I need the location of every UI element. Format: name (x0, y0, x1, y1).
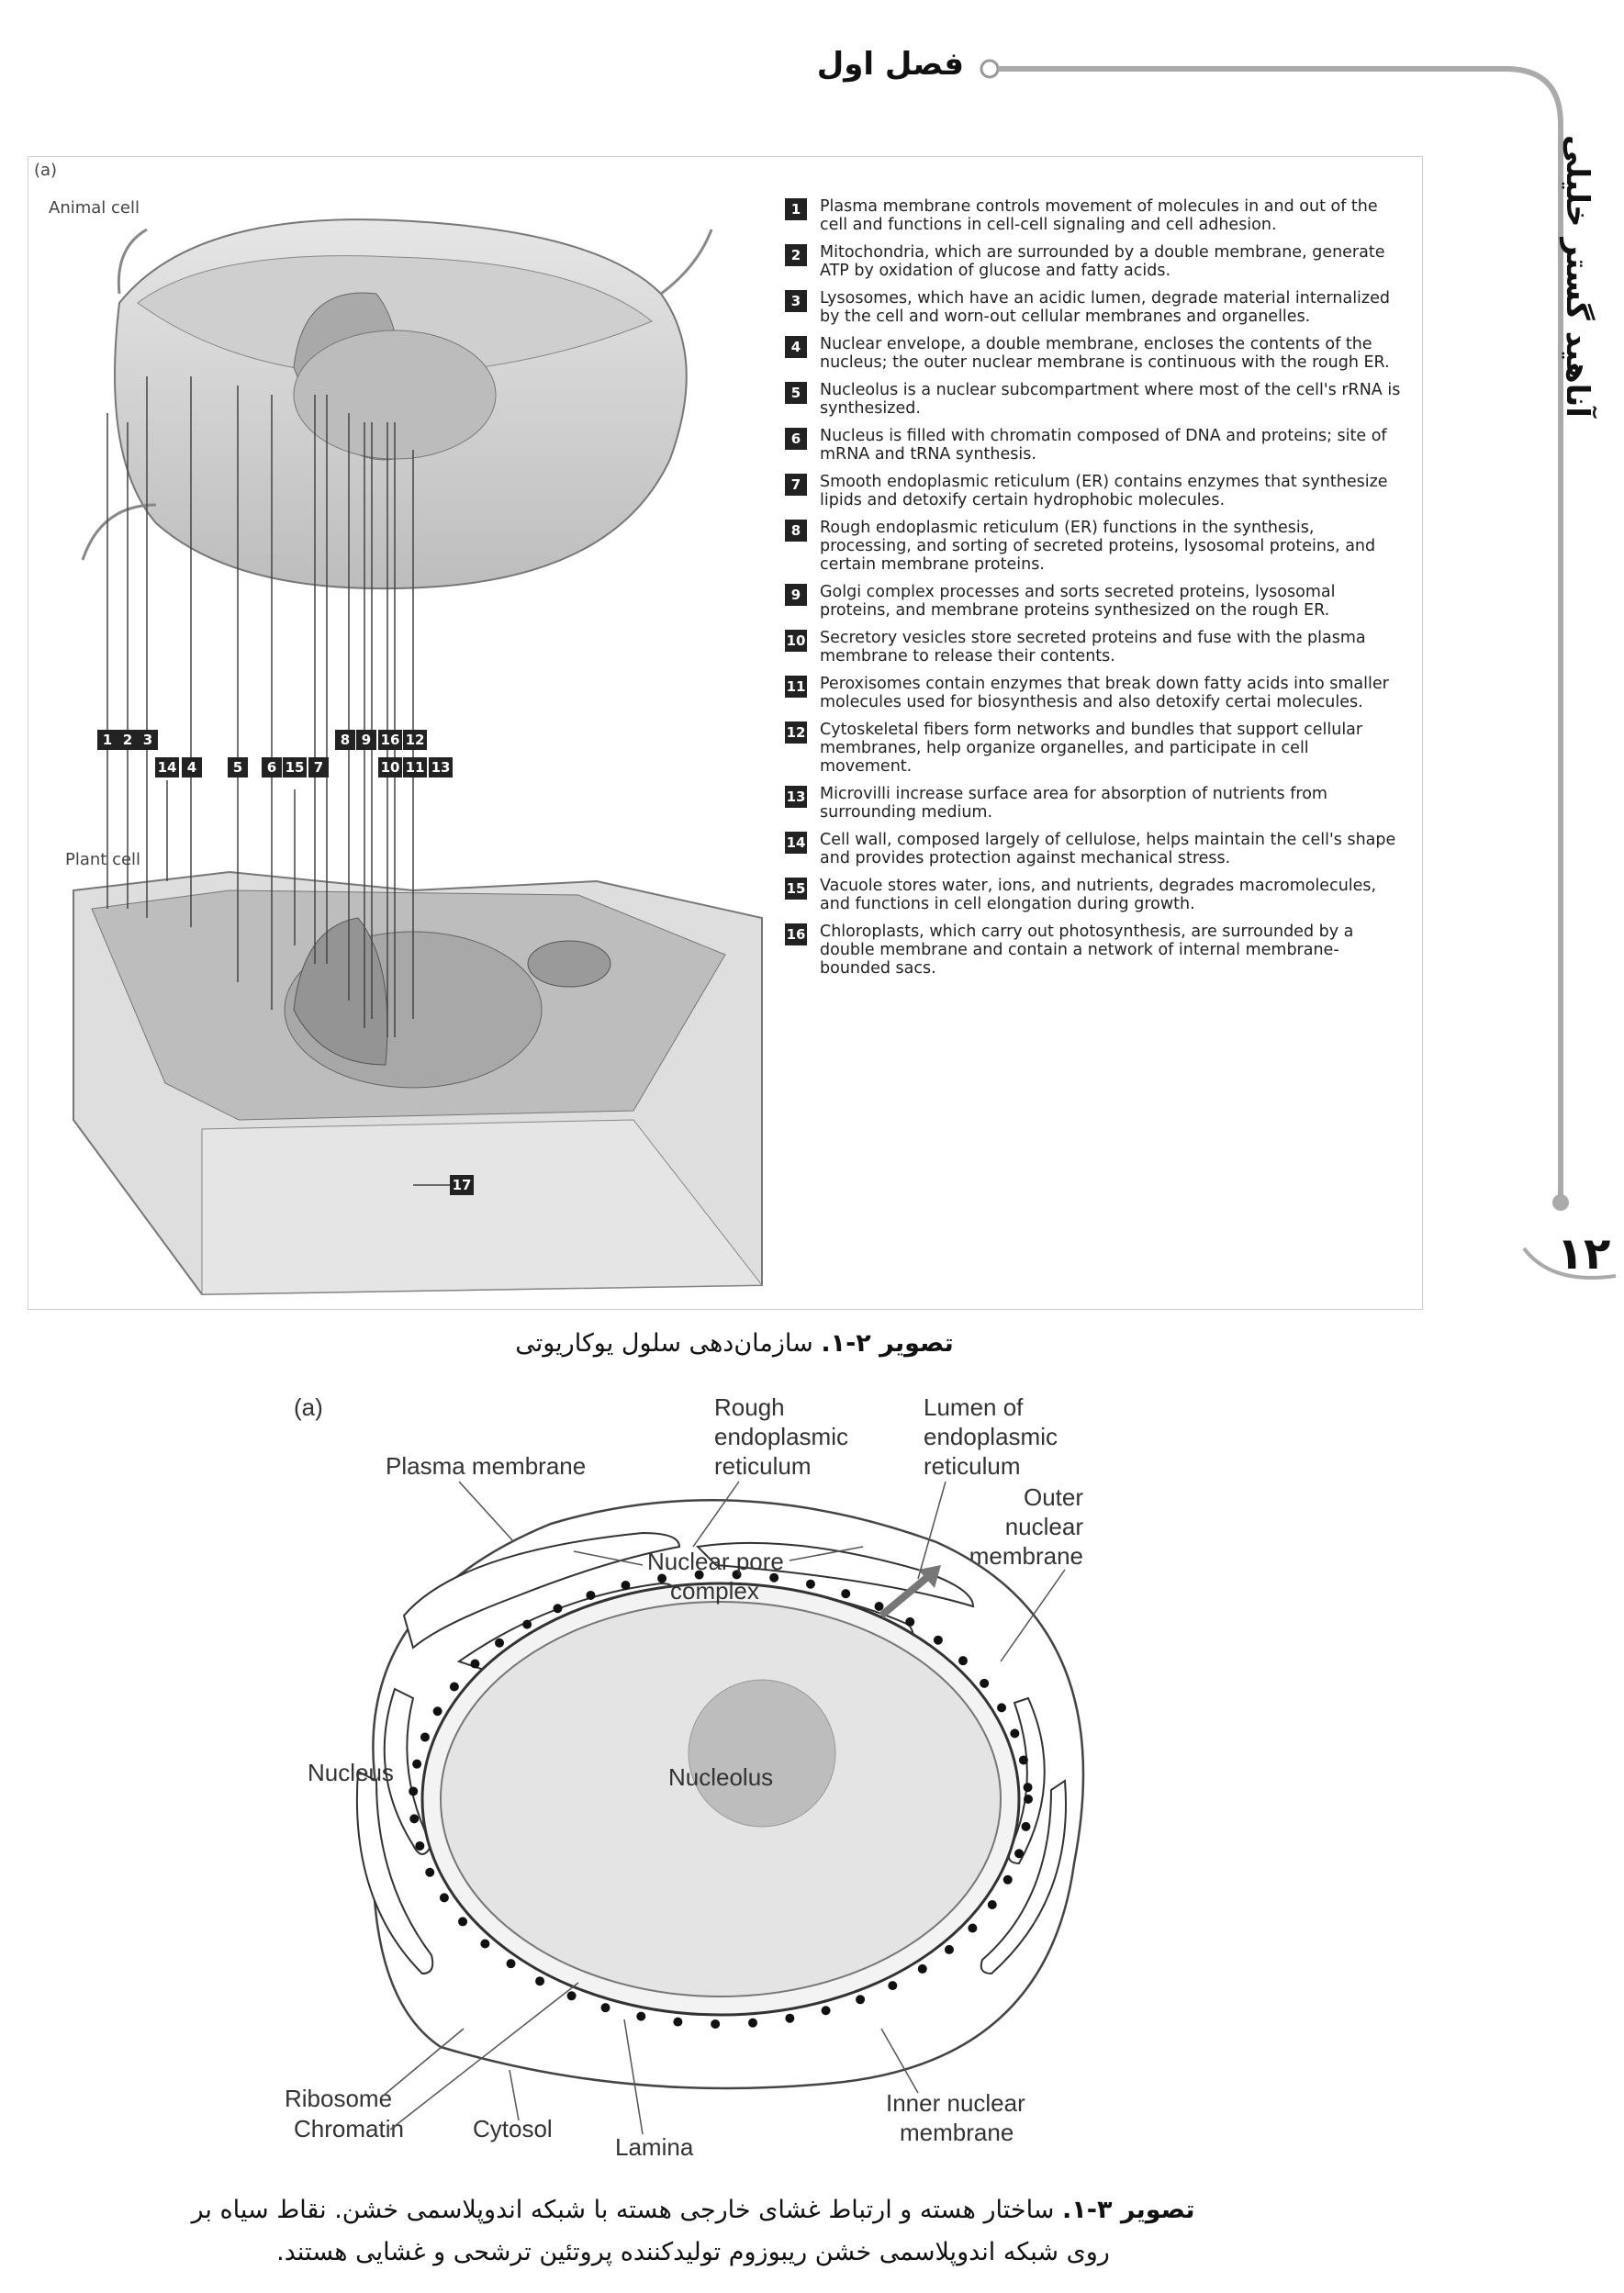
ribosome-dot (507, 1959, 516, 1968)
rough-er-label-1: Rough (714, 1393, 785, 1421)
legend-text: Nucleus is filled with chromatin composed of DNA and proteins; site of mRNA and tRNA synthesis. (820, 427, 1387, 464)
ribosome-dot (412, 1760, 421, 1769)
outer-membrane-label-2: nuclear (1004, 1513, 1083, 1540)
callout-15 (283, 757, 307, 777)
ribosome-dot (997, 1703, 1006, 1712)
inner-membrane-label-2: membrane (900, 2119, 1014, 2146)
chromatin-label: Chromatin (294, 2115, 404, 2142)
sidebar-title: آناهید گستر خلیلی (1559, 135, 1596, 418)
svg-text:14: 14 (157, 759, 177, 776)
ribosome-dot (495, 1639, 504, 1648)
legend-item (785, 629, 1405, 666)
figure2-caption (119, 2189, 1267, 2274)
ribosome-dot (945, 1945, 954, 1954)
svg-text:16: 16 (380, 732, 400, 748)
legend-item (785, 675, 1405, 711)
svg-text:4: 4 (186, 759, 197, 776)
figure1-caption-text: سازمان‌دهی سلول یوکاریوتی (515, 1329, 822, 1358)
ribosome-dot (425, 1868, 434, 1877)
nucleus-label: Nucleus (308, 1759, 394, 1786)
legend-number: 9 (785, 584, 807, 606)
animal-cell-label: Animal cell (49, 198, 140, 218)
ribosome-dot (535, 1976, 544, 1985)
legend-number: 14 (785, 832, 807, 854)
ribosome-dot (905, 1617, 914, 1627)
callout-6 (262, 757, 282, 777)
page-number: ۱۲ (1556, 1228, 1611, 1280)
callout-17 (450, 1175, 474, 1195)
legend-item (785, 289, 1405, 326)
ribosome-dot (636, 2012, 645, 2021)
plant-cell-drawing (73, 872, 762, 1294)
lumen-label-1: Lumen of (924, 1393, 1024, 1421)
ribosome-dot (553, 1604, 562, 1613)
ribosome-dot (480, 1939, 489, 1948)
legend-number: 7 (785, 474, 807, 496)
svg-text:5: 5 (232, 759, 243, 776)
ribosome-dot (433, 1706, 442, 1716)
outer-membrane-label-3: membrane (969, 1542, 1083, 1570)
callout-7 (308, 757, 329, 777)
svg-text:7: 7 (313, 759, 324, 776)
legend-item (785, 877, 1405, 913)
figure-nucleus-er (275, 1386, 1193, 2166)
figure2-caption-line1: تصویر ۳-۱. ساختار هسته و ارتباط غشای خارجی هسته با شبکه اندوپلاسمی خشن. نقاط سیاه بر (191, 2196, 1195, 2224)
legend-number: 5 (785, 382, 807, 404)
callout-11 (403, 757, 427, 777)
legend-item (785, 427, 1405, 464)
legend-item (785, 197, 1405, 234)
legend-text: Cell wall, composed largely of cellulose, helps maintain the cell's shape and provides protection against mechanical stress. (820, 831, 1396, 867)
ribosome-dot (748, 2019, 757, 2028)
outer-membrane-label-1: Outer (1023, 1483, 1083, 1511)
ribosome-dot (785, 2014, 794, 2023)
svg-text:8: 8 (340, 732, 351, 748)
panel-label: (a) (34, 161, 58, 180)
figure1-caption-number: تصویر ۲-۱. (821, 1329, 954, 1358)
svg-text:17: 17 (452, 1177, 472, 1193)
legend-item (785, 785, 1405, 822)
ribosome-dot (450, 1683, 459, 1692)
ribosome-dot (601, 2003, 610, 2012)
ribosome-dot (673, 2018, 682, 2027)
callout-16 (378, 730, 402, 750)
ribosome-dot (711, 2019, 720, 2029)
figure2-caption-number: تصویر ۳-۱. (1062, 2196, 1195, 2224)
lumen-label-2: endoplasmic (924, 1423, 1058, 1450)
legend-number: 13 (785, 786, 807, 808)
ribosome-dot (567, 1991, 577, 2000)
chapter-title: فصل اول (816, 46, 964, 83)
ribosome-dot (409, 1786, 418, 1795)
legend-text: Vacuole stores water, ions, and nutrients, degrades macromolecules, and functions in cell elongation during growth. (820, 877, 1377, 913)
svg-text:1: 1 (102, 732, 113, 748)
ribosome-dot (1014, 1849, 1024, 1858)
ribosome-dot (968, 1924, 977, 1933)
plant-cell-label: Plant cell (65, 850, 141, 869)
svg-text:12: 12 (405, 732, 425, 748)
legend-number: 2 (785, 244, 807, 266)
svg-text:13: 13 (431, 759, 451, 776)
ribosome-dot (621, 1581, 630, 1590)
cell-illustration (28, 156, 780, 1308)
inner-membrane-label-1: Inner nuclear (886, 2089, 1025, 2117)
legend-number: 11 (785, 676, 807, 698)
legend-number: 3 (785, 290, 807, 312)
legend-item (785, 381, 1405, 418)
ribosome-dot (458, 1917, 467, 1926)
ribosome-dot (440, 1893, 449, 1902)
legend-number: 4 (785, 336, 807, 358)
ribosome-dot (1010, 1728, 1019, 1738)
nucleolus-label: Nucleolus (668, 1763, 774, 1791)
rough-er-label-3: reticulum (714, 1452, 812, 1480)
ribosome-dot (1019, 1755, 1028, 1764)
legend-text: Rough endoplasmic reticulum (ER) functions in the synthesis, processing, and sorting of secreted proteins, lysosomal proteins, and certain membrane proteins. (820, 519, 1376, 574)
ribosome-dot (888, 1981, 897, 1990)
ribosome-dot (415, 1841, 424, 1851)
ribosome-dot (988, 1900, 997, 1909)
legend-text: Lysosomes, which have an acidic lumen, degrade material internalized by the cell and worn-out cellular membranes and organelles. (820, 289, 1390, 326)
lamina-label: Lamina (615, 2133, 694, 2161)
svg-text:11: 11 (405, 759, 425, 776)
svg-text:15: 15 (285, 759, 305, 776)
legend-text: Mitochondria, which are surrounded by a double membrane, generate ATP by oxidation of glucose and fatty acids. (820, 243, 1385, 280)
ribosome-dot (586, 1591, 595, 1600)
legend-number: 6 (785, 428, 807, 450)
legend-text: Secretory vesicles store secreted proteins and fuse with the plasma membrane to release their contents. (820, 629, 1366, 666)
animal-cell-drawing (83, 219, 711, 588)
legend-text: Nucleolus is a nuclear subcompartment where most of the cell's rRNA is synthesized. (820, 381, 1401, 418)
panel-label: (a) (294, 1393, 323, 1421)
legend-item (785, 473, 1405, 509)
svg-text:6: 6 (266, 759, 277, 776)
pore-label-2: complex (670, 1577, 759, 1605)
ribosome-dot (1024, 1795, 1033, 1804)
legend-item (785, 831, 1405, 867)
legend-text: Microvilli increase surface area for absorption of nutrients from surrounding medium. (820, 785, 1327, 822)
legend-text: Plasma membrane controls movement of molecules in and out of the cell and functions in cell-cell signaling and cell adhesion. (820, 197, 1378, 234)
figure2-caption-line2: روی شبکه اندوپلاسمی خشن ریبوزوم تولیدکننده پروتئین ترشحی و غشایی هستند. (276, 2238, 1110, 2266)
ribosome-dot (1024, 1783, 1033, 1792)
ribosome-dot (875, 1602, 884, 1611)
legend-number: 1 (785, 198, 807, 220)
rough-er-label-2: endoplasmic (714, 1423, 848, 1450)
legend-number: 15 (785, 878, 807, 900)
ribosome-dot (409, 1814, 419, 1823)
legend-text: Golgi complex processes and sorts secreted proteins, lysosomal proteins, and membrane proteins synthesized on the rough ER. (820, 583, 1336, 620)
legend-item (785, 519, 1405, 574)
callout-8 (335, 730, 355, 750)
callout-12 (403, 730, 427, 750)
legend-number: 12 (785, 721, 807, 744)
legend-number: 8 (785, 520, 807, 542)
legend-item (785, 923, 1405, 978)
callout-4 (182, 757, 202, 777)
legend-item (785, 243, 1405, 280)
legend-number: 10 (785, 630, 807, 652)
callout-1 (97, 730, 118, 750)
callout-9 (356, 730, 376, 750)
ribosome-dot (822, 2006, 831, 2015)
pore-label-1: Nuclear pore (647, 1548, 784, 1575)
svg-text:10: 10 (380, 759, 400, 776)
ribosome-dot (1003, 1875, 1013, 1885)
legend-text: Peroxisomes contain enzymes that break down fatty acids into smaller molecules used for biosynthesis and also detoxify certai molecules. (820, 675, 1389, 711)
callout-5 (228, 757, 248, 777)
ribosome-dot (657, 1574, 666, 1583)
plasma-membrane-label: Plasma membrane (386, 1452, 587, 1480)
cytosol-label: Cytosol (473, 2115, 553, 2142)
figure1-legend (785, 197, 1405, 987)
ribosome-dot (918, 1964, 927, 1974)
lumen-label-3: reticulum (924, 1452, 1021, 1480)
callout-10 (378, 757, 402, 777)
legend-item (785, 721, 1405, 776)
callout-13 (429, 757, 453, 777)
legend-text: Nuclear envelope, a double membrane, encloses the contents of the nucleus; the outer nuclear membrane is continuous with the rough ER. (820, 335, 1390, 372)
ribosome-dot (1022, 1822, 1031, 1831)
legend-item (785, 335, 1405, 372)
figure1-caption (367, 1329, 1102, 1358)
callout-3 (138, 730, 158, 750)
ribosome-dot (856, 1995, 865, 2004)
svg-text:9: 9 (361, 732, 372, 748)
legend-item (785, 583, 1405, 620)
ribosome-dot (420, 1732, 430, 1741)
callout-2 (118, 730, 138, 750)
legend-number: 16 (785, 923, 807, 945)
ribosome-dot (958, 1656, 968, 1665)
ribosome-dot (980, 1679, 989, 1688)
callout-14 (155, 757, 179, 777)
ribosome-dot (470, 1660, 479, 1669)
legend-text: Cytoskeletal fibers form networks and bundles that support cellular membranes, help organize organelles, and participate in cell movement. (820, 721, 1363, 776)
legend-text: Chloroplasts, which carry out photosynthesis, are surrounded by a double membrane and contain a network of internal membrane-bounded sacs. (820, 923, 1354, 978)
ribosome-dot (806, 1580, 815, 1589)
svg-text:3: 3 (142, 732, 153, 748)
ribosome-dot (934, 1636, 943, 1645)
ribosome-dot (841, 1589, 850, 1598)
legend-text: Smooth endoplasmic reticulum (ER) contains enzymes that synthesize lipids and detoxify certain hydrophobic molecules. (820, 473, 1388, 509)
ribosome-dot (522, 1620, 532, 1629)
ribosome-label: Ribosome (285, 2085, 393, 2112)
svg-text:2: 2 (122, 732, 133, 748)
